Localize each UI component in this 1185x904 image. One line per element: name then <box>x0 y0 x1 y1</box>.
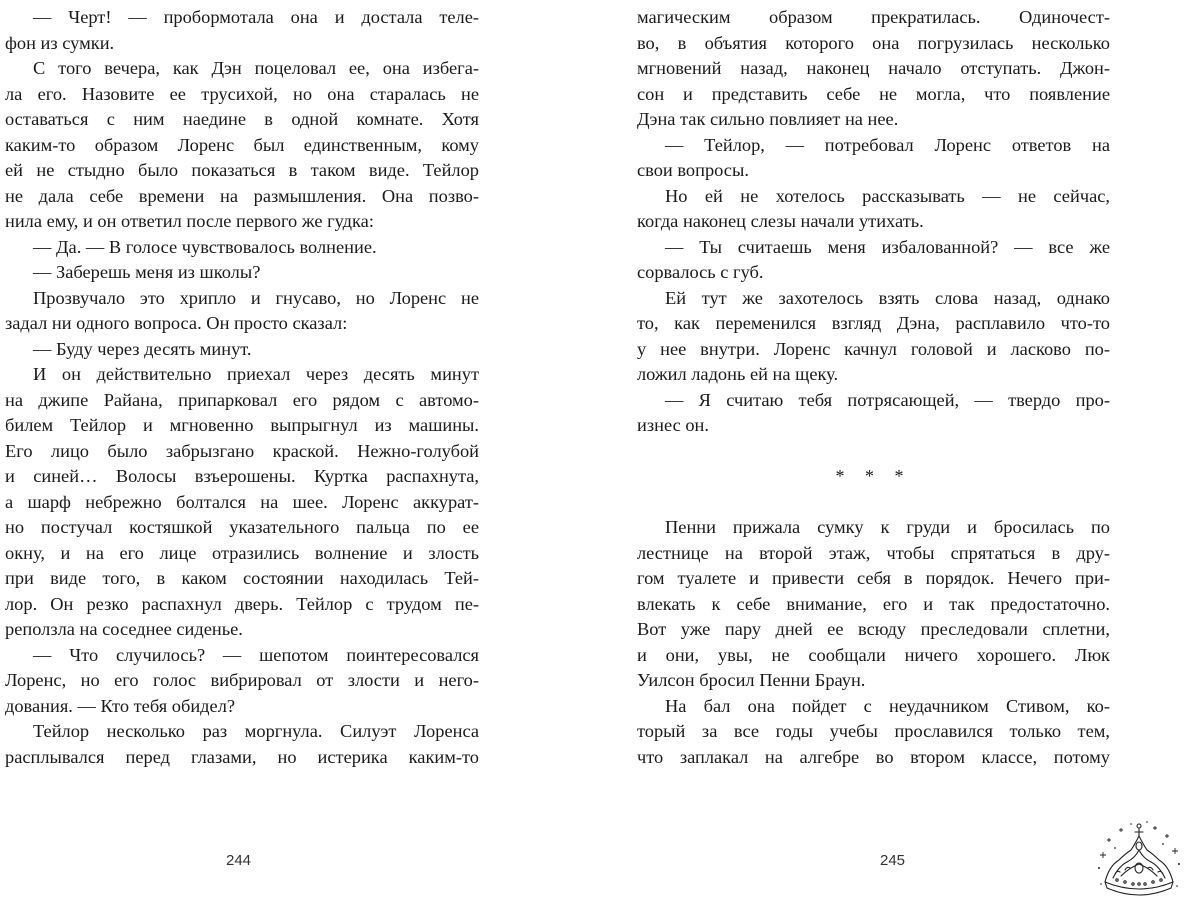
text-line: влекать к себе внимание, его и так предостаточно. <box>637 593 1110 614</box>
text-line: нила ему, и он ответил после первого же гудка: <box>5 211 374 231</box>
scene-break: * * * <box>835 466 912 486</box>
text-line: у нее внутри. Лоренс качнул головой и ласково по- <box>637 338 1110 359</box>
text-line: Уилсон бросил Пенни Браун. <box>637 670 866 690</box>
text-line: то, как переменился взгляд Дэна, расплавило что-то <box>637 313 1110 333</box>
text-line: окну, и на его лице отразились волнение и злость <box>5 542 479 563</box>
text-line: — Я считаю тебя потрясающей, — твердо про- <box>665 389 1110 410</box>
text-line: — Да. — В голосе чувствовалось волнение. <box>33 236 377 257</box>
text-line: — Черт! — пробормотала она и достала теле- <box>33 7 479 27</box>
text-line: С того вечера, как Дэн поцеловал ее, она избега- <box>33 58 479 78</box>
tiara-icon <box>1095 818 1183 904</box>
text-line: лор. Он резко распахнул дверь. Тейлор с трудом пе- <box>5 593 479 614</box>
text-line: И он действительно приехал через десять минут <box>33 364 479 384</box>
text-line: сон и представить себе не могла, что появление <box>637 83 1110 104</box>
text-line: фон из сумки. <box>5 32 115 53</box>
text-line: сорвалось с губ. <box>637 262 764 282</box>
text-line: во, в объятия которого она погрузилась несколько <box>637 32 1110 53</box>
text-line: дования. — Кто тебя обидел? <box>5 695 236 716</box>
text-line: и синей… Волосы взъерошены. Куртка распахнута, <box>5 466 479 486</box>
blank-line <box>637 439 1110 465</box>
text-line: — Что случилось? — шепотом поинтересовался <box>33 644 479 665</box>
text-line: и они, увы, не сообщали ничего хорошего. Люк <box>637 644 1110 665</box>
text-line: когда наконец слезы начали утихать. <box>637 211 924 231</box>
text-line: — Заберешь меня из школы? <box>33 262 261 282</box>
text-line: Прозвучало это хрипло и гнусаво, но Лоренс не <box>33 287 479 308</box>
text-line: ложил ладонь ей на щеку. <box>637 364 839 384</box>
text-line: Его лицо было забрызгано краской. Нежно-голубой <box>5 440 479 461</box>
text-line: Дэна так сильно повлияет на нее. <box>637 109 899 129</box>
right-page-text <box>637 5 1110 770</box>
text-line: свои вопросы. <box>637 160 749 180</box>
left-page-text <box>5 5 479 770</box>
text-line: изнес он. <box>637 415 709 435</box>
text-line: билем Тейлор и мгновенно выпрыгнул из машины. <box>5 415 479 435</box>
page-number: 244 <box>226 852 252 869</box>
text-line: реползла на соседнее сиденье. <box>5 619 243 639</box>
text-line: Пенни прижала сумку к груди и бросилась по <box>665 517 1110 537</box>
left-page <box>0 0 592 904</box>
text-line: магическим образом прекратилась. Одиночест- <box>637 7 1110 27</box>
text-line: — Ты считаешь меня избалованной? — все же <box>665 236 1110 257</box>
text-line: — Буду через десять минут. <box>33 338 252 359</box>
text-line: задал ни одного вопроса. Он просто сказал: <box>5 313 348 333</box>
text-line: гом туалете и привести себя в порядок. Нечего при- <box>637 568 1110 588</box>
text-line: что заплакал на алгебре во втором классе, потому <box>637 746 1110 767</box>
text-line: оставаться с ним наедине в одной комнате. Хотя <box>5 109 479 129</box>
right-page <box>592 0 1185 904</box>
text-line: ла его. Назовите ее трусихой, но она старалась не <box>5 83 479 104</box>
text-line: не дала себе времени на размышления. Она позво- <box>5 185 479 206</box>
text-line: на джипе Райана, припарковал его рядом с автомо- <box>5 389 479 410</box>
text-line: Но ей не хотелось рассказывать — не сейчас, <box>665 185 1110 206</box>
text-line: — Тейлор, — потребовал Лоренс ответов на <box>665 134 1110 155</box>
text-line: но постучал костяшкой указательного пальца по ее <box>5 517 479 537</box>
text-line: На бал она пойдет с неудачником Стивом, ко- <box>665 695 1110 716</box>
text-line: ей не стыдно было показаться в таком виде. Тейлор <box>5 160 479 180</box>
text-line: лестнице на второй этаж, чтобы спрятаться в дру- <box>637 542 1110 563</box>
text-line: Лоренс, но его голос вибрировал от злости и него- <box>5 670 479 690</box>
text-line: Ей тут же захотелось взять слова назад, однако <box>665 287 1110 308</box>
text-line: Вот уже пару дней ее всюду преследовали сплетни, <box>637 619 1110 639</box>
text-line: расплывался перед глазами, но истерика каким-то <box>5 746 479 767</box>
text-line: Тейлор несколько раз моргнула. Силуэт Лоренса <box>33 721 479 741</box>
blank-line <box>637 490 1110 516</box>
text-line: торый за все годы учебы прославился только тем, <box>637 721 1110 741</box>
text-line: мгновений назад, наконец начало отступать. Джон- <box>637 58 1110 78</box>
text-line: а шарф небрежно болтался на шее. Лоренс аккурат- <box>5 491 479 512</box>
text-line: при виде того, в каком состоянии находилась Тей- <box>5 568 479 588</box>
text-line: каким-то образом Лоренс был единственным, кому <box>5 134 479 155</box>
page-number: 245 <box>880 852 906 869</box>
